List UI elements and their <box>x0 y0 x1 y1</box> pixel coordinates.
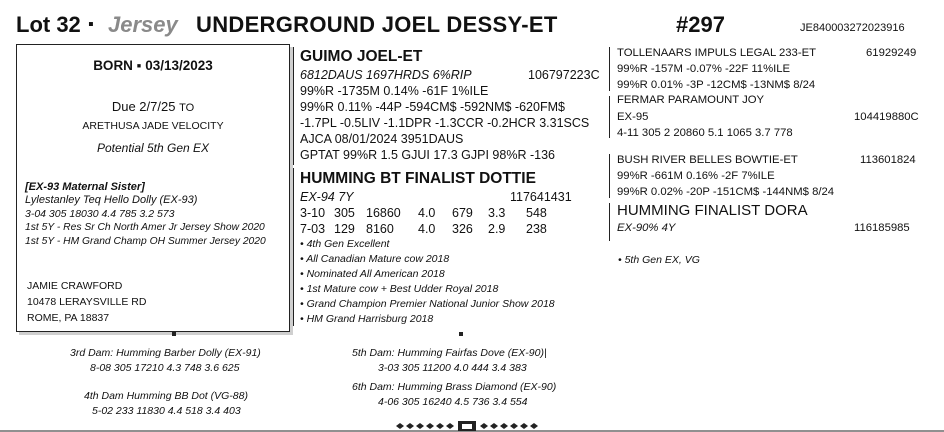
dam-dam-note-text: 5th Gen EX, VG <box>624 254 700 266</box>
info-box <box>16 44 290 332</box>
dam-sire-bracket-line <box>609 154 610 198</box>
dam-name: HUMMING BT FINALIST DOTTIE <box>300 170 536 187</box>
fourth-dam-name: 4th Dam Humming BB Dot (VG-88) <box>84 390 248 402</box>
sixth-dam-name: 6th Dam: Humming Brass Diamond (EX-90) <box>352 381 557 393</box>
dam-record-cell: 8160 <box>366 222 394 236</box>
potential-gen: Potential 5th Gen EX <box>96 141 210 155</box>
sire-reg: 106797223C <box>528 68 600 82</box>
sire-proof-summary: 6812DAUS 1697HRDS 6%RIP <box>300 68 472 82</box>
dam-record-cell: 3.3 <box>488 206 506 220</box>
owner-street: 10478 LERAYSVILLE RD <box>27 296 147 308</box>
dam-dam-bracket-line <box>609 203 610 241</box>
bottom-ornament <box>0 420 944 432</box>
dam-record-cell: 305 <box>334 206 355 220</box>
sire-sire-name: TOLLENAARS IMPULS LEGAL 233-ET <box>617 47 817 59</box>
dam-bracket-line <box>293 168 294 326</box>
dam-record-cell: 326 <box>452 222 473 236</box>
dam-achievement: • 1st Mature cow + Best Udder Royal 2018 <box>300 283 499 295</box>
owner-name: JAMIE CRAWFORD <box>27 280 123 292</box>
sire-dam-score: EX-95 <box>617 111 649 123</box>
dam-record-cell: 3-10 <box>300 206 326 220</box>
dam-dam-note: • 5th Gen EX, VG <box>618 254 700 266</box>
sire-sire-proof: 99%R 0.01% -3P -12CM$ -13NM$ 8/24 <box>617 79 816 91</box>
sire-proof-line: -1.7PL -0.5LIV -1.1DPR -1.3CCR -0.2HCR 3.31SCS <box>300 116 590 130</box>
maternal-sister-award: 1st 5Y - Res Sr Ch North Amer Jr Jersey Show 2020 <box>25 222 265 233</box>
dam-achievement: • HM Grand Harrisburg 2018 <box>300 313 434 325</box>
registration-number: JE840003272023916 <box>800 22 905 34</box>
due-label: Due 2/7/25 <box>111 99 176 114</box>
maternal-sister-name: Lylestanley Teq Hello Dolly (EX-93) <box>25 194 198 206</box>
catalog-number: #297 <box>676 12 725 37</box>
sire-sire-bracket-line <box>609 47 610 91</box>
birth-date: BORN ▪ 03/13/2023 <box>93 58 213 73</box>
dam-record-cell: 129 <box>334 222 355 236</box>
lot-number: Lot 32 <box>16 12 81 37</box>
fifth-dam-name: 5th Dam: Humming Fairfas Dove (EX-90)| <box>352 347 547 359</box>
dam-score: EX-94 7Y <box>300 190 354 204</box>
dam-record-cell: 16860 <box>366 206 401 220</box>
dam-record-cell: 7-03 <box>300 222 326 236</box>
dam-record-cell: 679 <box>452 206 473 220</box>
dam-sire-name: BUSH RIVER BELLES BOWTIE-ET <box>617 154 798 166</box>
dam-record-cell: 4.0 <box>418 222 436 236</box>
sire-dam-bracket-line <box>609 96 610 138</box>
breed-label: Jersey <box>108 12 178 37</box>
dam-dam-name: HUMMING FINALIST DORA <box>617 202 808 219</box>
sire-proof-line: 99%R -1735M 0.14% -61F 1%ILE <box>300 84 489 98</box>
dam-achievement: • All Canadian Mature cow 2018 <box>300 253 450 265</box>
sire-sire-reg: 61929249 <box>866 47 917 59</box>
sire-proof-line: 99%R 0.11% -44P -594CM$ -592NM$ -620FM$ <box>300 100 565 114</box>
dam-achievement: • Grand Champion Premier National Junior Show 2018 <box>300 298 555 310</box>
fifth-dam-record: 3-03 305 11200 4.0 444 3.4 383 <box>378 362 527 374</box>
bullet-dot <box>172 332 176 336</box>
sire-dam-reg: 104419880C <box>854 111 919 123</box>
sire-dam-record: 4-11 305 2 20860 5.1 1065 3.7 778 <box>617 127 793 139</box>
dam-record-cell: 548 <box>526 206 547 220</box>
due-date <box>17 99 289 114</box>
dam-sire-proof: 99%R 0.02% -20P -151CM$ -144NM$ 8/24 <box>617 186 835 198</box>
sire-proof-line: AJCA 08/01/2024 3951DAUS <box>300 132 464 146</box>
maternal-sister-award: 1st 5Y - HM Grand Champ OH Summer Jersey 2020 <box>25 236 266 247</box>
sire-sire-proof: 99%R -157M -0.07% -22F 11%ILE <box>617 63 791 75</box>
maternal-sister-record: 3-04 305 18030 4.4 785 3.2 573 <box>25 208 175 220</box>
dam-record-cell: 238 <box>526 222 547 236</box>
due-to: TO <box>179 102 195 114</box>
sire-genomic-line: GPTAT 99%R 1.5 GJUI 17.3 GJPI 98%R -136 <box>300 148 555 162</box>
bullet-dot <box>459 332 463 336</box>
dam-record-cell: 2.9 <box>488 222 506 236</box>
third-dam-record: 8-08 305 17210 4.3 748 3.6 625 <box>90 362 240 374</box>
animal-name: UNDERGROUND JOEL DESSY-ET <box>196 12 558 37</box>
service-sire: ARETHUSA JADE VELOCITY <box>82 120 224 132</box>
dam-dam-reg: 116185985 <box>854 222 910 234</box>
dam-reg: 117641431 <box>510 190 572 204</box>
header-separator: ▪ <box>88 16 94 33</box>
sire-name: GUIMO JOEL-ET <box>300 48 423 65</box>
dam-sire-proof: 99%R -661M 0.16% -2F 7%ILE <box>617 170 775 182</box>
maternal-sister-heading: [EX-93 Maternal Sister] <box>25 181 145 193</box>
dam-dam-score: EX-90% 4Y <box>617 222 676 234</box>
fourth-dam-record: 5-02 233 11830 4.4 518 3.4 403 <box>92 405 241 417</box>
dam-achievement: • 4th Gen Excellent <box>300 238 390 250</box>
dam-sire-reg: 113601824 <box>860 154 916 166</box>
dam-achievement: • Nominated All American 2018 <box>300 268 445 280</box>
sixth-dam-record: 4-06 305 16240 4.5 736 3.4 554 <box>378 396 528 408</box>
sire-bracket-line <box>293 47 294 165</box>
dam-record-cell: 4.0 <box>418 206 436 220</box>
owner-city: ROME, PA 18837 <box>27 312 110 324</box>
third-dam-name: 3rd Dam: Humming Barber Dolly (EX-91) <box>70 347 261 359</box>
sire-dam-name: FERMAR PARAMOUNT JOY <box>617 94 765 106</box>
